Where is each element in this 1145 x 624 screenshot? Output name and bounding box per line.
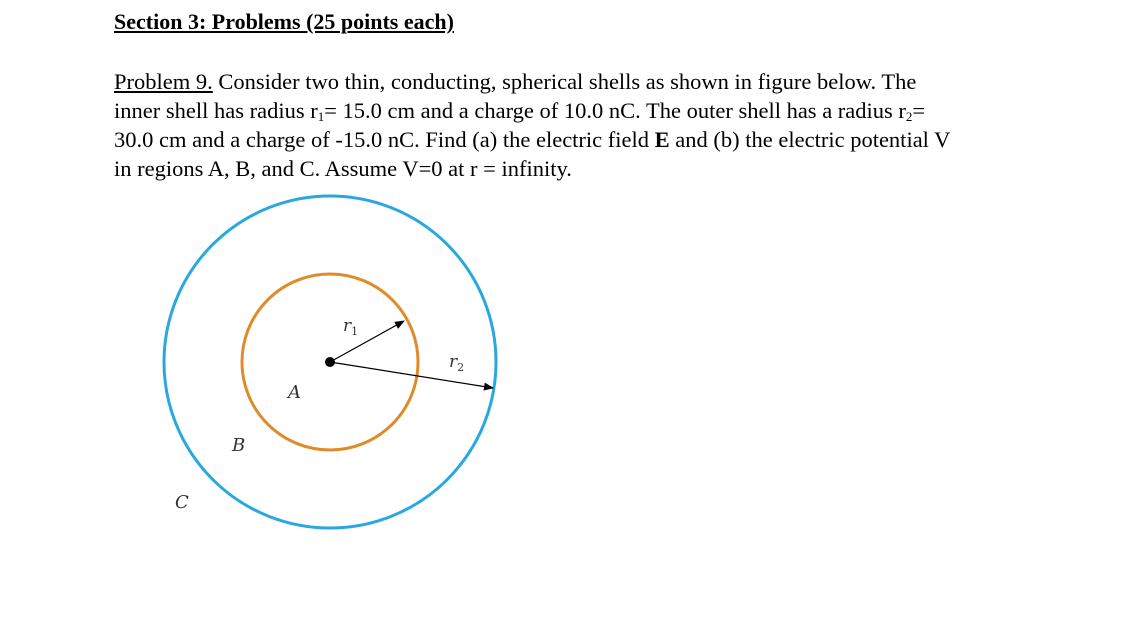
problem-line-2-text-a: inner shell has radius r — [114, 98, 318, 123]
problem-line-2-text-c: = — [912, 98, 926, 123]
problem-line-3 — [114, 125, 1074, 154]
problem-line-2-text-b: = 15.0 cm and a charge of 10.0 nC. The outer shell has a radius r — [324, 98, 906, 123]
problem-line-1 — [114, 67, 1074, 96]
problem-line-2 — [114, 96, 1074, 125]
subscript-2: 2 — [905, 109, 913, 124]
problem-line-1-text: Consider two thin, conducting, spherical shells as shown in figure below. The — [212, 69, 917, 94]
region-c-label: C — [175, 492, 189, 513]
problem-label: Problem 9. — [114, 69, 213, 94]
r2-arrow — [330, 362, 493, 388]
r1-arrow — [330, 321, 404, 362]
subscript-1: 1 — [317, 109, 325, 124]
region-b-label: B — [232, 435, 246, 456]
center-point — [325, 357, 335, 367]
r2-label: $r_2$ — [449, 352, 465, 374]
region-a-label: A — [288, 382, 301, 403]
problem-line-4: in regions A, B, and C. Assume V=0 at r = infinity. — [114, 156, 572, 181]
concentric-shells-figure — [150, 185, 510, 545]
r1-label: $r_1$ — [343, 316, 359, 338]
problem-9-text — [114, 67, 1074, 183]
problem-line-3-text-a: 30.0 cm and a charge of -15.0 nC. Find (a) the electric field — [114, 127, 655, 152]
section-title: Section 3: Problems (25 points each) — [114, 9, 454, 34]
problem-line-3-text-b: and (b) the electric potential V — [669, 127, 951, 152]
electric-field-symbol: E — [654, 127, 670, 152]
